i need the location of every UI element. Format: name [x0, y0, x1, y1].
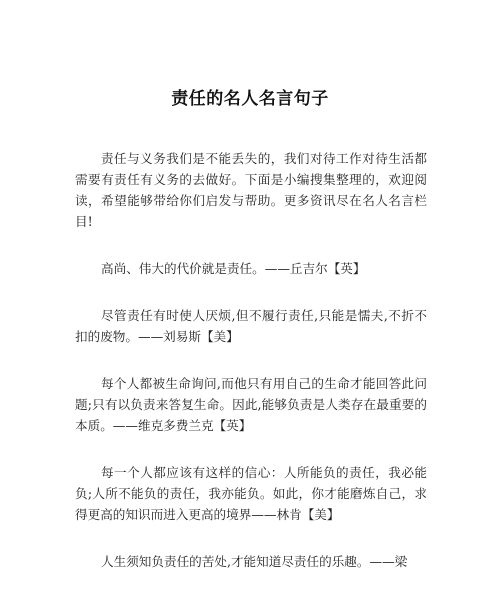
quote-paragraph: 每一个人都应该有这样的信心：人所能负的责任，我必能负;人所不能负的责任，我亦能负。如此，你才能磨炼自己，求得更高的知识而进入更高的境界——林肯【美】 [75, 465, 427, 522]
quote-paragraph: 每个人都被生命询问,而他只有用自己的生命才能回答此问题;只有以负责来答复生命。因此,能够负责是人类存在最重要的本质。——维克多费兰克【英】 [75, 376, 427, 433]
document-title: 责任的名人名言句子 [171, 89, 329, 109]
document-body [75, 148, 427, 598]
quote-paragraph: 人生须知负责任的苦处,才能知道尽责任的乐趣。——梁 [101, 554, 408, 569]
quote-paragraph: 尽管责任有时使人厌烦,但不履行责任,只能是懦夫,不折不扣的废物。——刘易斯【美】 [75, 308, 427, 344]
quote-paragraph: 高尚、伟大的代价就是责任。——丘吉尔【英】 [101, 261, 366, 276]
intro-paragraph: 责任与义务我们是不能丢失的，我们对待工作对待生活都需要有责任有义务的去做好。下面是小编搜集整理的，欢迎阅读，希望能够带给你们启发与帮助。更多资讯尽在名人名言栏目! [75, 151, 427, 229]
